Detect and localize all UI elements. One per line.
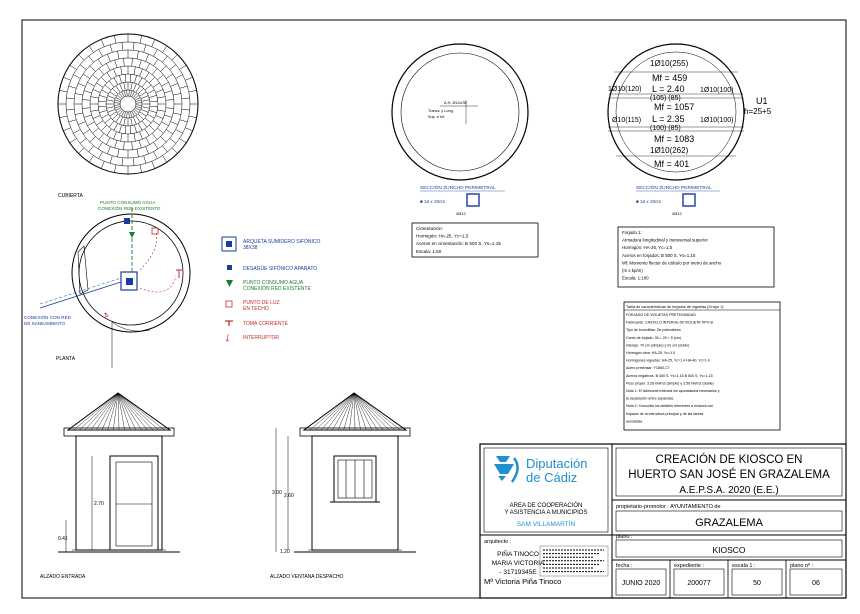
sam-label: SAM VILLAMARTÍN: [516, 521, 576, 528]
slab-note-3: Sup. e Inf.: [428, 115, 446, 119]
plano-value: KIOSCO: [712, 545, 746, 555]
plan-sewer-label-2: DE SANEAMIENTO: [24, 321, 66, 326]
dim-window-base: 1.20: [280, 549, 290, 555]
legend-light-1: PUNTO DE LUZ: [243, 300, 280, 306]
elevation-window: [276, 393, 416, 552]
note-line: asociadas.: [626, 419, 644, 424]
note-line: Intereje: 70 cm (simple) y 81 cm (doble): [626, 343, 690, 348]
rebar-l1: L = 2.40: [652, 84, 685, 94]
legend-arqueta: ARQUETA SUMIDERO SIFÓNICO: [243, 239, 321, 245]
note-line: Fabricante: CASTELO INTERIJE-50 VIGUETA TIPO B: [626, 320, 713, 325]
expediente-label: expediente :: [674, 563, 704, 569]
u1-label: U1: [756, 96, 768, 106]
legend-socket: TOMA CORRIENTE: [243, 321, 288, 327]
slab-note-1: A.H. Ø12c/30: [444, 101, 467, 105]
foundation-slab: [392, 44, 528, 180]
note-line: Aceros en cimentación: B 500 S, Ys=1.15: [416, 241, 501, 247]
note-line: Canto de forjado: 30 = 25 + 5 (cm): [626, 335, 681, 340]
note-line: FORJADO DE VIGUETAS PRETENSADAS: [626, 313, 696, 317]
svg-text:Ѣ: Ѣ: [104, 313, 109, 319]
note-line: Hormigón: HA-25, Yc=1.5: [416, 233, 469, 239]
note-line: la separación entre sopandas.: [626, 396, 675, 401]
section-bar-1: 4Ø12: [456, 211, 466, 216]
elevation-entrance-label: ALZADO ENTRADA: [40, 574, 86, 580]
legend-light-2: EN TECHO: [243, 306, 269, 312]
section-dim-2: ■ 16 x 20cm: [636, 199, 662, 204]
note-line: (m x kp/m): [622, 268, 643, 273]
rebar-mf4: Mf = 401: [654, 159, 690, 169]
note-line: Acero pretensar: Y1860-C7: [626, 366, 670, 371]
rebar-r4b: 1Ø10(100): [700, 117, 734, 124]
note-line: Peso propio: 3.26 kN/m2 (simple) y 3.56 kN/m2 (doble): [626, 381, 714, 386]
legend-arqueta-dim: 38X38: [243, 245, 258, 251]
fecha-label: fecha :: [616, 563, 633, 569]
architect-label: arquitecto :: [484, 539, 512, 545]
section-box-1: [467, 194, 479, 206]
rebar-mf1: Mf = 459: [652, 73, 688, 83]
section-label-2: SECCIÓN ZUNCHO PERIMETRAL: [636, 186, 712, 191]
rebar-r1: 1Ø10(255): [650, 59, 689, 68]
note-line: Aceros en forjados: B 500 S, Ys=1.15: [622, 252, 696, 258]
plan-sewer-label-1: CONEXIÓN CON RED: [24, 315, 71, 320]
u1-sub: h=25+5: [744, 107, 772, 116]
rebar-r4a: Ø10(115): [612, 117, 642, 124]
architect-signature: Mª Victoria Piña Tinoco: [484, 577, 562, 586]
diputacion-logo: [494, 456, 518, 482]
dim-ground: 0.41: [58, 536, 68, 542]
floor-plan-label: PLANTA: [56, 356, 76, 362]
expediente-value: 200077: [687, 580, 711, 587]
rebar-mf3: Mf = 1083: [654, 134, 695, 144]
project-title-2: HUERTO SAN JOSÉ EN GRAZALEMA: [628, 469, 830, 481]
org-name-1: Diputación: [526, 456, 588, 471]
rebar-r6: 1Ø10(262): [650, 146, 689, 155]
note-line: Armadura longitudinal y transversal superior: [622, 237, 708, 243]
area-line-1: AREA DE COOPERACIÓN: [509, 503, 583, 509]
promotor-value: GRAZALEMA: [695, 517, 763, 529]
escala-value: 50: [753, 580, 761, 587]
note-line: Escala: 1:100: [622, 275, 649, 281]
slab-note-2: Transv. y Long.: [428, 109, 454, 113]
architect-line-1: PIÑA TINOCO: [497, 551, 539, 558]
note-line: forjados de la estructura principal y de las tareas: [626, 411, 704, 416]
legend-water-2: CONEXIÓN RED EXISTENTE: [243, 286, 311, 292]
rebar-r3: (105) (85): [650, 95, 681, 102]
project-title-1: CREACIÓN DE KIOSCO EN: [655, 454, 803, 466]
legend-switch: INTERRUPTOR: [243, 335, 280, 341]
plano-number-label: plano nº :: [790, 563, 814, 569]
viguetas-title: Tabla de características de forjados de viguetas (Grupo 1): [626, 305, 724, 309]
rebar-r2a: 1Ø10(120): [608, 86, 642, 93]
dim-door-height: 2.70: [94, 501, 104, 507]
project-title-3: A.E.P.S.A. 2020 (E.E.): [679, 485, 779, 496]
svg-text:ʆ: ʆ: [226, 335, 229, 342]
elevation-entrance: [58, 393, 180, 552]
note-line: Cimentación:: [416, 226, 443, 231]
legend: [222, 237, 236, 342]
note-line: Nota 2: Consultar los detalles referentes a enlaces con: [626, 404, 714, 409]
note-line: Nota 1: El fabricante indicará los apuntalados necesarios y: [626, 389, 720, 393]
floor-plan: [40, 208, 190, 368]
area-line-2: Y ASISTENCIA A MUNICIPIOS: [504, 510, 588, 516]
section-box-2: [683, 194, 695, 206]
note-line: Hormigón obra: HA-25, Yc=1.5: [626, 351, 676, 355]
architect-line-2: MARIA VICTORIA: [491, 560, 545, 567]
plano-label: plano :: [616, 534, 633, 540]
elevation-window-label: ALZADO VENTANA DESPACHO: [270, 574, 344, 580]
plan-water-label-2: CONEXIÓN RED EXISTENTE: [98, 206, 161, 211]
plan-water-label-1: PUNTO CONSUMO AGUA: [100, 200, 156, 205]
section-label-1: SECCIÓN ZUNCHO PERIMETRAL: [420, 186, 496, 191]
roof-plan: [58, 34, 198, 174]
note-line: Hormigón: HA-25, Yc=1.5: [622, 245, 673, 251]
roof-plan-label: CUBIERTA: [58, 193, 83, 199]
fecha-value: JUNIO 2020: [621, 580, 661, 587]
plano-number-value: 06: [812, 580, 820, 587]
note-line: Tipo de bovedillas: De poliestireno: [626, 328, 681, 333]
note-line: Escala: 1:50: [416, 248, 442, 254]
section-bar-2: 4Ø12: [672, 211, 682, 216]
dim-window-2: 2.60: [284, 493, 294, 499]
dim-window-1: 3.00: [272, 490, 282, 496]
note-line: Mf: Momento flector de cálculo por metro de ancho: [622, 260, 722, 266]
org-name-2: de Cádiz: [526, 470, 578, 485]
rebar-mf2: Mf = 1057: [654, 102, 695, 112]
note-line: Hormigones viguetas: HA-25, Yc=1.4 HA-40, Yc=1.4: [626, 358, 710, 363]
note-line: Forjado 1:: [622, 230, 642, 235]
rebar-l2: L = 2.35: [652, 114, 685, 124]
escala-label: escala 1 :: [732, 563, 756, 569]
promotor-label: propietario-promotor : AYUNTAMIENTO de: [616, 504, 721, 510]
architect-line-3: - 31719345E: [499, 569, 537, 576]
section-dim-1: ■ 16 x 20cm: [420, 199, 446, 204]
rebar-r5: (100) (85): [650, 125, 681, 132]
legend-desague: DESAGÜE SIFÓNICO APARATO: [243, 266, 318, 272]
rebar-r2b: 1Ø10(100): [700, 87, 734, 94]
note-line: Aceros negativos: B 400 S, Ys=1.15 B 500 S, Ys=1.15: [626, 373, 713, 378]
legend-water-1: PUNTO CONSUMO AGUA: [243, 280, 304, 286]
